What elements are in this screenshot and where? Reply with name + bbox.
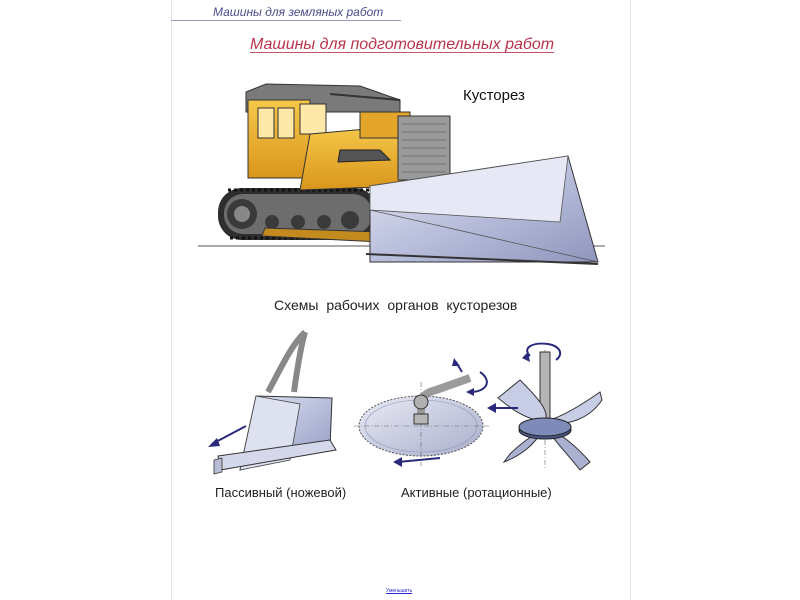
passive-caption: Пассивный (ножевой): [215, 485, 347, 500]
header-title: Машины для земляных работ: [213, 5, 384, 19]
section-title: Машины для подготовительных работ: [250, 36, 555, 53]
shrink-link[interactable]: Уменьшить: [386, 588, 413, 594]
machine-label: Кусторез: [463, 87, 525, 104]
schemes-title: Схемы рабочих органов кусторезов: [274, 297, 518, 313]
active-caption: Активные (ротационные): [401, 485, 552, 500]
